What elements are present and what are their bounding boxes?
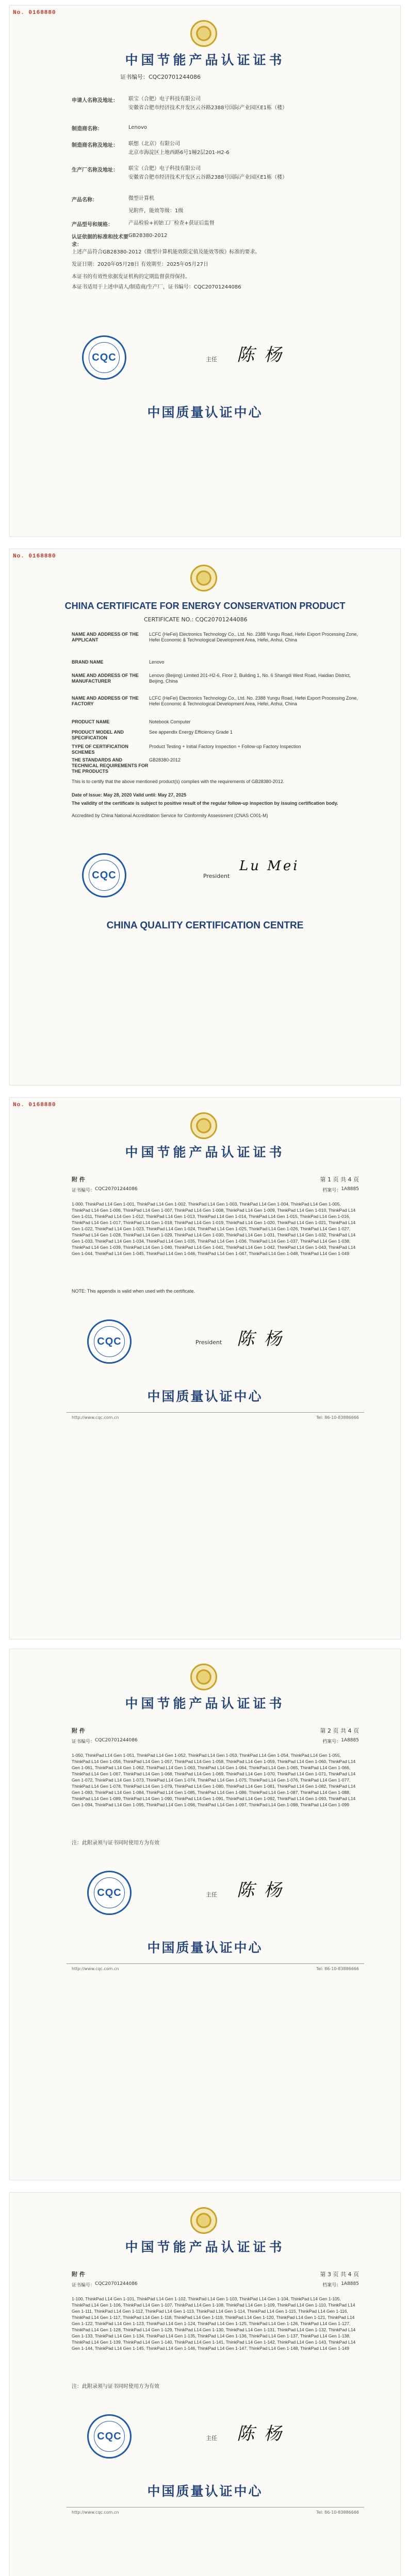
appendix-ids: 证书编号： CQC20701244086 档案号： 1A8885 bbox=[72, 2281, 359, 2288]
model-list: 1-100, ThinkPad L14 Gen 1-101, ThinkPad L14 Gen 1-102, ThinkPad L14 Gen 1-103, ThinkPad L14 Gen 1-104, ThinkPad L14 Gen 1-105, ThinkPad L14 Gen 1-106, ThinkPad L14 Gen 1-107, ThinkPad L14 Gen 1-108, ThinkPad L14 Gen 1-109, ThinkPad L14 Gen 1-110, ThinkPad L14 Gen 1-111, ThinkPad L14 Gen 1-112, ThinkPad L14 Gen 1-113, ThinkPad L14 Gen 1-114, ThinkPad L14 Gen 1-115, ThinkPad L14 Gen 1-116, ThinkPad L14 Gen 1-117, ThinkPad L14 Gen 1-118, ThinkPad L14 Gen 1-119, ThinkPad L14 Gen 1-120, ThinkPad L14 Gen 1-121, ThinkPad L14 Gen 1-122, ThinkPad L14 Gen 1-123, ThinkPad L14 Gen 1-124, ThinkPad L14 Gen 1-125, ThinkPad L14 Gen 1-126, ThinkPad L14 Gen 1-127, ThinkPad L14 Gen 1-128, ThinkPad L14 Gen 1-129, ThinkPad L14 Gen 1-130, ThinkPad L14 Gen 1-131, ThinkPad L14 Gen 1-132, ThinkPad L14 Gen 1-133, ThinkPad L14 Gen 1-134, ThinkPad L14 Gen 1-135, ThinkPad L14 Gen 1-136, ThinkPad L14 Gen 1-137, ThinkPad L14 Gen 1-138, ThinkPad L14 Gen 1-139, ThinkPad L14 Gen 1-140, ThinkPad L14 Gen 1-141, ThinkPad L14 Gen 1-142, ThinkPad L14 Gen 1-143, ThinkPad L14 Gen 1-144, ThinkPad L14 Gen 1-145, ThinkPad L14 Gen 1-146, ThinkPad L14 Gen 1-147, ThinkPad L14 Gen 1-148, ThinkPad L14 Gen 1-149 bbox=[72, 2296, 356, 2351]
certificate-page-en bbox=[9, 549, 401, 1086]
applicability-note: 本证书适用于上述申请人/制造商/生产厂，证书编号：CQC20701244086 bbox=[72, 284, 241, 290]
page-title: 中国节能产品认证证书 bbox=[125, 2240, 285, 2255]
issuer-name: 中国质量认证中心 bbox=[147, 1940, 263, 1955]
validity-note: 本证书的有效性依据发证机构的定期监督获得保持。 bbox=[72, 274, 190, 280]
president-label: President bbox=[195, 1339, 222, 1346]
info-row: TYPE OF CERTIFICATION SCHEMES Product Testing + Initial Factory Inspection + Follow-up Factory Inspection bbox=[72, 744, 301, 755]
cqc-logo: CQC bbox=[87, 1319, 132, 1364]
appendix-page-1 bbox=[9, 1097, 401, 1639]
info-row: 安徽省合肥市经济技术开发区云谷路2388号国际产业园区E1栋（楼） bbox=[128, 105, 288, 111]
page-footer: http://www.cqc.com.cn Tel: 86-10-83886666 bbox=[72, 1415, 359, 1420]
certificate-number: 证书编号：CQC20701244086 bbox=[120, 74, 201, 80]
info-row: 制造商名称及地址： 联想（北京）有限公司 bbox=[72, 141, 180, 148]
issuer-name: CHINA QUALITY CERTIFICATION CENTRE bbox=[106, 920, 304, 931]
signature: 陈 杨 bbox=[237, 1880, 284, 1901]
signature: 陈 杨 bbox=[237, 2424, 284, 2444]
serial-number: No. 0168880 bbox=[13, 10, 56, 16]
issue-dates: 发证日期：2020年05月28日 有效期至：2025年05月27日 bbox=[72, 262, 208, 267]
issue-dates: Date of Issue: May 28, 2020 Valid until: May 27, 2025 bbox=[72, 792, 187, 798]
info-row: 安徽省合肥市经济技术开发区云谷路2388号国际产业园区E1栋（楼） bbox=[128, 175, 288, 180]
page-footer: http://www.cqc.com.cn Tel: 86-10-83886666 bbox=[72, 1967, 359, 1971]
issuer-name: 中国质量认证中心 bbox=[147, 405, 263, 420]
validity-note: The validity of the certificate is subject to positive result of the regular follow-up inspection by issuing certification body. bbox=[72, 801, 338, 806]
info-row: NAME AND ADDRESS OF THE FACTORY LCFC (HeFei) Electronics Technology Co., Ltd. No. 2388 Yungu Road, Hefei Export Processing Zone, Hefei Economic & Technological Development Area, Hefei, Anhui, China bbox=[72, 696, 358, 706]
appendix-page-3 bbox=[9, 2192, 401, 2576]
appendix-note: NOTE: This appendix is valid when used with the certificate. bbox=[72, 1289, 195, 1294]
appendix-header: 附 件 第 3 页 共 4 页 bbox=[72, 2271, 359, 2278]
info-row: 产品名称： 微型计算机 bbox=[72, 196, 154, 203]
info-row: BRAND NAME Lenovo bbox=[72, 659, 165, 665]
accreditation-note: Accredited by China National Accreditation Service for Conformity Assessment (CNAS C001-M) bbox=[72, 813, 268, 818]
page-title: 中国节能产品认证证书 bbox=[125, 1696, 285, 1711]
signature: 陈 杨 bbox=[237, 345, 284, 365]
page-footer: http://www.cqc.com.cn Tel: 86-10-83886666 bbox=[72, 2510, 359, 2515]
national-emblem-icon bbox=[190, 20, 217, 47]
appendix-ids: 证书编号： CQC20701244086 档案号： 1A8885 bbox=[72, 1187, 359, 1193]
info-row: PRODUCT NAME Notebook Computer bbox=[72, 719, 191, 724]
page-title: CHINA CERTIFICATE FOR ENERGY CONSERVATION PRODUCT bbox=[64, 601, 346, 611]
cert-statement: This is to certify that the above mentioned product(s) complies with the requirements of GB28380-2012. bbox=[72, 779, 285, 784]
appendix-header: 附 件 第 2 页 共 4 页 bbox=[72, 1727, 359, 1734]
footer-divider bbox=[67, 1412, 364, 1413]
serial-number: No. 0168880 bbox=[13, 1102, 56, 1108]
serial-number: No. 0168880 bbox=[13, 553, 56, 560]
cqc-logo: CQC bbox=[87, 1871, 132, 1915]
info-row: 申请人名称及地址： 联宝（合肥）电子科技有限公司 bbox=[72, 96, 201, 104]
info-row: 产品型号和规格： 产品检验+初始工厂检查+获证后监督 bbox=[72, 221, 215, 228]
issuer-name: 中国质量认证中心 bbox=[147, 1389, 263, 1404]
cqc-logo: CQC bbox=[82, 853, 126, 897]
page-title: 中国节能产品认证证书 bbox=[125, 53, 285, 67]
info-row: 制造商名称： Lenovo bbox=[72, 125, 148, 132]
appendix-header: 附 件 第 1 页 共 4 页 bbox=[72, 1176, 359, 1183]
signature: Lu Mei bbox=[239, 858, 300, 874]
appendix-note: 注：此附录须与证书同时使用方为有效 bbox=[72, 1840, 159, 1846]
info-row: NAME AND ADDRESS OF THE MANUFACTURER Lenovo (Beijing) Limited 201-H2-6, Floor 2, Building 1, No. 6 Shangdi West Road, Haidian District, Beijing, China bbox=[72, 673, 351, 684]
model-list: 1-050, ThinkPad L14 Gen 1-051, ThinkPad L14 Gen 1-052, ThinkPad L14 Gen 1-053, ThinkPad L14 Gen 1-054, ThinkPad L14 Gen 1-055, ThinkPad L14 Gen 1-056, ThinkPad L14 Gen 1-057, ThinkPad L14 Gen 1-058, ThinkPad L14 Gen 1-059, ThinkPad L14 Gen 1-060, ThinkPad L14 Gen 1-061, ThinkPad L14 Gen 1-062, ThinkPad L14 Gen 1-063, ThinkPad L14 Gen 1-064, ThinkPad L14 Gen 1-065, ThinkPad L14 Gen 1-066, ThinkPad L14 Gen 1-067, ThinkPad L14 Gen 1-068, ThinkPad L14 Gen 1-069, ThinkPad L14 Gen 1-070, ThinkPad L14 Gen 1-071, ThinkPad L14 Gen 1-072, ThinkPad L14 Gen 1-073, ThinkPad L14 Gen 1-074, ThinkPad L14 Gen 1-075, ThinkPad L14 Gen 1-076, ThinkPad L14 Gen 1-077, ThinkPad L14 Gen 1-078, ThinkPad L14 Gen 1-079, ThinkPad L14 Gen 1-080, ThinkPad L14 Gen 1-081, ThinkPad L14 Gen 1-082, ThinkPad L14 Gen 1-083, ThinkPad L14 Gen 1-084, ThinkPad L14 Gen 1-085, ThinkPad L14 Gen 1-086, ThinkPad L14 Gen 1-087, ThinkPad L14 Gen 1-088, ThinkPad L14 Gen 1-089, ThinkPad L14 Gen 1-090, ThinkPad L14 Gen 1-091, ThinkPad L14 Gen 1-092, ThinkPad L14 Gen 1-093, ThinkPad L14 Gen 1-094, ThinkPad L14 Gen 1-095, ThinkPad L14 Gen 1-096, ThinkPad L14 Gen 1-097, ThinkPad L14 Gen 1-098, ThinkPad L14 Gen 1-099 bbox=[72, 1753, 356, 1807]
president-label: 主任 bbox=[206, 356, 217, 363]
national-emblem-icon bbox=[190, 565, 217, 591]
page-title: 中国节能产品认证证书 bbox=[125, 1145, 285, 1160]
info-row: 北京市海淀区上地西路6号1幢2层201-H2-6 bbox=[128, 150, 230, 156]
signature: 陈 杨 bbox=[237, 1329, 284, 1349]
president-label: President bbox=[203, 873, 230, 879]
certificate-number: CERTIFICATE NO.: CQC20701244086 bbox=[144, 616, 248, 623]
national-emblem-icon bbox=[190, 1664, 217, 1690]
info-row: NAME AND ADDRESS OF THE APPLICANT LCFC (HeFei) Electronics Technology Co., Ltd. No. 2388 Yungu Road, Hefei Export Processing Zone, Hefei Economic & Technological Development Area, Hefei, Anhui, China bbox=[72, 632, 358, 642]
president-label: 主任 bbox=[206, 1891, 217, 1898]
cert-statement: 上述产品符合GB28380-2012《微型计算机能效限定值及能效等级》标准的要求。 bbox=[72, 249, 260, 255]
certificate-page-cn bbox=[9, 5, 401, 537]
info-row: 见附件，能效等级：1级 bbox=[128, 208, 184, 214]
model-list: 1-000, ThinkPad L14 Gen 1-001, ThinkPad L14 Gen 1-002, ThinkPad L14 Gen 1-003, ThinkPad L14 Gen 1-004, ThinkPad L14 Gen 1-005, ThinkPad L14 Gen 1-006, ThinkPad L14 Gen 1-007, ThinkPad L14 Gen 1-008, ThinkPad L14 Gen 1-009, ThinkPad L14 Gen 1-010, ThinkPad L14 Gen 1-011, ThinkPad L14 Gen 1-012, ThinkPad L14 Gen 1-013, ThinkPad L14 Gen 1-014, ThinkPad L14 Gen 1-015, ThinkPad L14 Gen 1-016, ThinkPad L14 Gen 1-017, ThinkPad L14 Gen 1-018, ThinkPad L14 Gen 1-019, ThinkPad L14 Gen 1-020, ThinkPad L14 Gen 1-021, ThinkPad L14 Gen 1-022, ThinkPad L14 Gen 1-023, ThinkPad L14 Gen 1-024, ThinkPad L14 Gen 1-025, ThinkPad L14 Gen 1-026, ThinkPad L14 Gen 1-027, ThinkPad L14 Gen 1-028, ThinkPad L14 Gen 1-029, ThinkPad L14 Gen 1-030, ThinkPad L14 Gen 1-031, ThinkPad L14 Gen 1-032, ThinkPad L14 Gen 1-033, ThinkPad L14 Gen 1-034, ThinkPad L14 Gen 1-035, ThinkPad L14 Gen 1-036, ThinkPad L14 Gen 1-037, ThinkPad L14 Gen 1-038, ThinkPad L14 Gen 1-039, ThinkPad L14 Gen 1-040, ThinkPad L14 Gen 1-041, ThinkPad L14 Gen 1-042, ThinkPad L14 Gen 1-043, ThinkPad L14 Gen 1-044, ThinkPad L14 Gen 1-045, ThinkPad L14 Gen 1-046, ThinkPad L14 Gen 1-047, ThinkPad L14 Gen 1-048, ThinkPad L14 Gen 1-049 bbox=[72, 1201, 356, 1256]
appendix-ids: 证书编号： CQC20701244086 档案号： 1A8885 bbox=[72, 1738, 359, 1744]
info-row: THE STANDARDS AND TECHNICAL REQUIREMENTS FOR THE PRODUCTS GB28380-2012 bbox=[72, 757, 181, 774]
info-row: 认证依据的标准和技术要求： GB28380-2012 bbox=[72, 233, 168, 248]
president-label: 主任 bbox=[206, 2435, 217, 2442]
appendix-page-2 bbox=[9, 1649, 401, 2180]
footer-divider bbox=[67, 1963, 364, 1964]
national-emblem-icon bbox=[190, 2207, 217, 2234]
appendix-note: 注：此附录须与证书同时使用方为有效 bbox=[72, 2384, 159, 2389]
cqc-logo: CQC bbox=[87, 2414, 132, 2459]
info-row: PRODUCT MODEL AND SPECIFICATION See appendix Energy Efficiency Grade 1 bbox=[72, 730, 233, 740]
national-emblem-icon bbox=[190, 1112, 217, 1139]
issuer-name: 中国质量认证中心 bbox=[147, 2484, 263, 2499]
info-row: 生产厂名称及地址： 联宝（合肥）电子科技有限公司 bbox=[72, 166, 201, 173]
cqc-logo: CQC bbox=[82, 335, 126, 380]
